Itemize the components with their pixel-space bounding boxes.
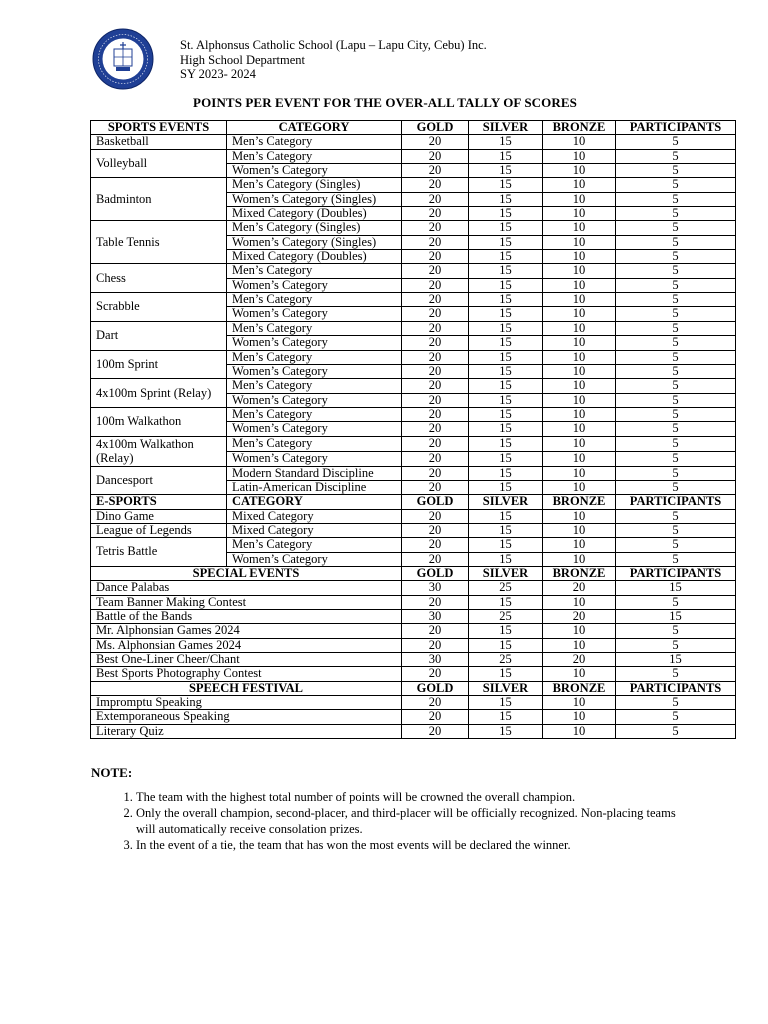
participants-points: 15: [616, 581, 736, 595]
sports-header-row: [91, 121, 736, 135]
column-header: GOLD: [402, 681, 469, 695]
category: Men’s Category: [227, 135, 402, 149]
event-name: Dino Game: [91, 509, 227, 523]
category: Women’s Category: [227, 164, 402, 178]
column-header: PARTICIPANTS: [616, 121, 736, 135]
participants-points: 5: [616, 638, 736, 652]
bronze-points: 20: [543, 581, 616, 595]
silver-points: 15: [469, 164, 543, 178]
table-row: [91, 135, 736, 149]
participants-points: 5: [616, 538, 736, 552]
column-header: CATEGORY: [227, 495, 402, 509]
participants-points: 5: [616, 221, 736, 235]
table-row: [91, 350, 736, 364]
participants-points: 5: [616, 135, 736, 149]
category: Men’s Category: [227, 407, 402, 421]
silver-points: 15: [469, 466, 543, 480]
bronze-points: 10: [543, 624, 616, 638]
column-header: SPORTS EVENTS: [91, 121, 227, 135]
table-row: [91, 538, 736, 552]
gold-points: 20: [402, 207, 469, 221]
participants-points: 5: [616, 523, 736, 537]
category: Women’s Category: [227, 278, 402, 292]
category: Latin-American Discipline: [227, 480, 402, 494]
gold-points: 20: [402, 393, 469, 407]
silver-points: 15: [469, 178, 543, 192]
gold-points: 20: [402, 710, 469, 724]
column-header: BRONZE: [543, 495, 616, 509]
gold-points: 20: [402, 192, 469, 206]
bronze-points: 10: [543, 379, 616, 393]
silver-points: 15: [469, 336, 543, 350]
category: Women’s Category: [227, 393, 402, 407]
table-row: [91, 509, 736, 523]
silver-points: 15: [469, 552, 543, 566]
category: Mixed Category: [227, 509, 402, 523]
silver-points: 15: [469, 278, 543, 292]
event-name: Ms. Alphonsian Games 2024: [91, 638, 402, 652]
event-name: Basketball: [91, 135, 227, 149]
participants-points: 5: [616, 724, 736, 738]
gold-points: 20: [402, 250, 469, 264]
gold-points: 20: [402, 480, 469, 494]
table-row: [91, 667, 736, 681]
column-header: PARTICIPANTS: [616, 495, 736, 509]
table-row: [91, 710, 736, 724]
column-header: BRONZE: [543, 681, 616, 695]
participants-points: 5: [616, 250, 736, 264]
silver-points: 15: [469, 523, 543, 537]
participants-points: 5: [616, 149, 736, 163]
column-header: SILVER: [469, 566, 543, 580]
bronze-points: 10: [543, 724, 616, 738]
gold-points: 20: [402, 624, 469, 638]
gold-points: 20: [402, 724, 469, 738]
gold-points: 20: [402, 436, 469, 451]
silver-points: 15: [469, 379, 543, 393]
esports-header-row: [91, 495, 736, 509]
participants-points: 5: [616, 207, 736, 221]
silver-points: 15: [469, 480, 543, 494]
participants-points: 5: [616, 264, 736, 278]
bronze-points: 10: [543, 278, 616, 292]
table-row: [91, 379, 736, 393]
event-name: Battle of the Bands: [91, 610, 402, 624]
event-name: Mr. Alphonsian Games 2024: [91, 624, 402, 638]
gold-points: 30: [402, 581, 469, 595]
gold-points: 20: [402, 307, 469, 321]
column-header: BRONZE: [543, 121, 616, 135]
event-name: Scrabble: [91, 293, 227, 322]
silver-points: 15: [469, 451, 543, 466]
table-row: [91, 264, 736, 278]
bronze-points: 10: [543, 221, 616, 235]
event-name: League of Legends: [91, 523, 227, 537]
bronze-points: 10: [543, 436, 616, 451]
bronze-points: 10: [543, 393, 616, 407]
event-name: 4x100m Sprint (Relay): [91, 379, 227, 408]
bronze-points: 10: [543, 135, 616, 149]
column-header: GOLD: [402, 121, 469, 135]
bronze-points: 10: [543, 164, 616, 178]
event-name: Impromptu Speaking: [91, 696, 402, 710]
participants-points: 5: [616, 364, 736, 378]
silver-points: 15: [469, 264, 543, 278]
bronze-points: 10: [543, 235, 616, 249]
participants-points: 5: [616, 293, 736, 307]
silver-points: 25: [469, 581, 543, 595]
silver-points: 15: [469, 667, 543, 681]
table-row: [91, 638, 736, 652]
participants-points: 5: [616, 307, 736, 321]
participants-points: 5: [616, 192, 736, 206]
category: Mixed Category: [227, 523, 402, 537]
bronze-points: 10: [543, 350, 616, 364]
gold-points: 20: [402, 595, 469, 609]
participants-points: 5: [616, 480, 736, 494]
event-name: Dancesport: [91, 466, 227, 495]
category: Mixed Category (Doubles): [227, 207, 402, 221]
note-label: NOTE:: [91, 765, 133, 780]
silver-points: 15: [469, 192, 543, 206]
document-title: POINTS PER EVENT FOR THE OVER-ALL TALLY OF SCORES: [193, 95, 577, 110]
table-row: [91, 624, 736, 638]
participants-points: 5: [616, 350, 736, 364]
column-header: SPEECH FESTIVAL: [91, 681, 402, 695]
bronze-points: 10: [543, 552, 616, 566]
participants-points: 5: [616, 466, 736, 480]
column-header: SILVER: [469, 495, 543, 509]
gold-points: 20: [402, 509, 469, 523]
gold-points: 20: [402, 523, 469, 537]
silver-points: 15: [469, 235, 543, 249]
gold-points: 20: [402, 293, 469, 307]
gold-points: 20: [402, 538, 469, 552]
category: Women’s Category: [227, 307, 402, 321]
bronze-points: 10: [543, 480, 616, 494]
category: Men’s Category: [227, 293, 402, 307]
gold-points: 20: [402, 264, 469, 278]
department: High School Department: [180, 52, 305, 67]
silver-points: 25: [469, 653, 543, 667]
event-name: Team Banner Making Contest: [91, 595, 402, 609]
category: Mixed Category (Doubles): [227, 250, 402, 264]
silver-points: 25: [469, 610, 543, 624]
category: Women’s Category (Singles): [227, 192, 402, 206]
silver-points: 15: [469, 221, 543, 235]
category: Men’s Category (Singles): [227, 178, 402, 192]
table-row: [91, 610, 736, 624]
bronze-points: 10: [543, 264, 616, 278]
bronze-points: 10: [543, 538, 616, 552]
gold-points: 30: [402, 653, 469, 667]
gold-points: 20: [402, 135, 469, 149]
participants-points: 5: [616, 710, 736, 724]
silver-points: 15: [469, 436, 543, 451]
points-table: [90, 120, 736, 739]
category: Women’s Category: [227, 552, 402, 566]
gold-points: 20: [402, 350, 469, 364]
event-name: Chess: [91, 264, 227, 293]
silver-points: 15: [469, 364, 543, 378]
table-row: [91, 407, 736, 421]
gold-points: 20: [402, 696, 469, 710]
silver-points: 15: [469, 149, 543, 163]
table-row: [91, 581, 736, 595]
participants-points: 5: [616, 235, 736, 249]
gold-points: 20: [402, 667, 469, 681]
participants-points: 5: [616, 178, 736, 192]
bronze-points: 10: [543, 192, 616, 206]
column-header: E-SPORTS: [91, 495, 227, 509]
event-name: 100m Walkathon: [91, 407, 227, 436]
participants-points: 5: [616, 422, 736, 436]
silver-points: 15: [469, 135, 543, 149]
bronze-points: 10: [543, 638, 616, 652]
bronze-points: 10: [543, 364, 616, 378]
silver-points: 15: [469, 710, 543, 724]
gold-points: 20: [402, 407, 469, 421]
silver-points: 15: [469, 724, 543, 738]
event-name: Literary Quiz: [91, 724, 402, 738]
table-row: [91, 221, 736, 235]
gold-points: 20: [402, 466, 469, 480]
school-year: SY 2023- 2024: [180, 67, 256, 81]
bronze-points: 10: [543, 509, 616, 523]
category: Men’s Category: [227, 436, 402, 451]
table-row: [91, 149, 736, 163]
category: Women’s Category: [227, 422, 402, 436]
silver-points: 15: [469, 509, 543, 523]
table-row: [91, 178, 736, 192]
event-name: 100m Sprint: [91, 350, 227, 379]
event-name: Volleyball: [91, 149, 227, 178]
category: Men’s Category: [227, 264, 402, 278]
bronze-points: 10: [543, 667, 616, 681]
bronze-points: 10: [543, 307, 616, 321]
event-name: Best One-Liner Cheer/Chant: [91, 653, 402, 667]
category: Modern Standard Discipline: [227, 466, 402, 480]
table-row: [91, 653, 736, 667]
gold-points: 20: [402, 278, 469, 292]
bronze-points: 20: [543, 610, 616, 624]
column-header: GOLD: [402, 566, 469, 580]
gold-points: 20: [402, 364, 469, 378]
silver-points: 15: [469, 422, 543, 436]
event-name: Badminton: [91, 178, 227, 221]
bronze-points: 10: [543, 321, 616, 335]
column-header: PARTICIPANTS: [616, 681, 736, 695]
column-header: CATEGORY: [227, 121, 402, 135]
column-header: BRONZE: [543, 566, 616, 580]
note-item: 1. The team with the highest total number of points will be crowned the overall champion.: [136, 789, 696, 805]
school-seal-logo: [92, 28, 154, 90]
bronze-points: 10: [543, 207, 616, 221]
bronze-points: 10: [543, 466, 616, 480]
participants-points: 5: [616, 164, 736, 178]
gold-points: 20: [402, 164, 469, 178]
participants-points: 5: [616, 393, 736, 407]
column-header: SILVER: [469, 121, 543, 135]
participants-points: 5: [616, 278, 736, 292]
bronze-points: 10: [543, 293, 616, 307]
category: Women’s Category (Singles): [227, 235, 402, 249]
table-row: [91, 523, 736, 537]
bronze-points: 10: [543, 149, 616, 163]
column-header: SILVER: [469, 681, 543, 695]
bronze-points: 10: [543, 250, 616, 264]
participants-points: 5: [616, 451, 736, 466]
table-row: [91, 696, 736, 710]
table-row: [91, 724, 736, 738]
category: Men’s Category (Singles): [227, 221, 402, 235]
silver-points: 15: [469, 538, 543, 552]
gold-points: 20: [402, 379, 469, 393]
category: Men’s Category: [227, 149, 402, 163]
event-name: Table Tennis: [91, 221, 227, 264]
silver-points: 15: [469, 207, 543, 221]
silver-points: 15: [469, 393, 543, 407]
silver-points: 15: [469, 307, 543, 321]
gold-points: 20: [402, 451, 469, 466]
category: Women’s Category: [227, 364, 402, 378]
silver-points: 15: [469, 350, 543, 364]
event-name: Tetris Battle: [91, 538, 227, 567]
notes-list: [113, 789, 696, 853]
participants-points: 5: [616, 379, 736, 393]
gold-points: 30: [402, 610, 469, 624]
column-header: PARTICIPANTS: [616, 566, 736, 580]
category: Women’s Category: [227, 336, 402, 350]
category: Men’s Category: [227, 321, 402, 335]
table-row: [91, 321, 736, 335]
participants-points: 15: [616, 610, 736, 624]
column-header: GOLD: [402, 495, 469, 509]
bronze-points: 10: [543, 523, 616, 537]
bronze-points: 10: [543, 710, 616, 724]
participants-points: 5: [616, 321, 736, 335]
participants-points: 5: [616, 667, 736, 681]
bronze-points: 10: [543, 178, 616, 192]
bronze-points: 10: [543, 422, 616, 436]
table-row: [91, 436, 736, 451]
participants-points: 5: [616, 407, 736, 421]
category: Men’s Category: [227, 350, 402, 364]
participants-points: 5: [616, 696, 736, 710]
speech-header-row: [91, 681, 736, 695]
event-name: Extemporaneous Speaking: [91, 710, 402, 724]
bronze-points: 10: [543, 407, 616, 421]
bronze-points: 10: [543, 696, 616, 710]
gold-points: 20: [402, 552, 469, 566]
participants-points: 5: [616, 436, 736, 451]
gold-points: 20: [402, 638, 469, 652]
bronze-points: 10: [543, 451, 616, 466]
silver-points: 15: [469, 624, 543, 638]
participants-points: 5: [616, 624, 736, 638]
participants-points: 5: [616, 336, 736, 350]
gold-points: 20: [402, 321, 469, 335]
bronze-points: 20: [543, 653, 616, 667]
gold-points: 20: [402, 422, 469, 436]
bronze-points: 10: [543, 336, 616, 350]
gold-points: 20: [402, 235, 469, 249]
silver-points: 15: [469, 638, 543, 652]
silver-points: 15: [469, 293, 543, 307]
category: Men’s Category: [227, 379, 402, 393]
gold-points: 20: [402, 149, 469, 163]
participants-points: 5: [616, 509, 736, 523]
silver-points: 15: [469, 250, 543, 264]
table-row: [91, 595, 736, 609]
gold-points: 20: [402, 336, 469, 350]
note-item: 2. Only the overall champion, second-placer, and third-placer will be officially recognized. Non-placing teams will automatically receive consolation prizes.: [136, 805, 696, 837]
event-name: Dance Palabas: [91, 581, 402, 595]
note-item: 3. In the event of a tie, the team that has won the most events will be declared the winner.: [136, 837, 696, 853]
gold-points: 20: [402, 221, 469, 235]
table-row: [91, 293, 736, 307]
event-name: Best Sports Photography Contest: [91, 667, 402, 681]
category: Women’s Category: [227, 451, 402, 466]
participants-points: 5: [616, 552, 736, 566]
school-header: [180, 38, 487, 82]
school-name: St. Alphonsus Catholic School (Lapu – Lapu City, Cebu) Inc.: [180, 38, 487, 52]
participants-points: 5: [616, 595, 736, 609]
category: Men’s Category: [227, 538, 402, 552]
silver-points: 15: [469, 595, 543, 609]
special-header-row: [91, 566, 736, 580]
column-header: SPECIAL EVENTS: [91, 566, 402, 580]
event-name: Dart: [91, 321, 227, 350]
silver-points: 15: [469, 407, 543, 421]
event-name: 4x100m Walkathon (Relay): [91, 436, 227, 466]
table-row: [91, 466, 736, 480]
silver-points: 15: [469, 321, 543, 335]
silver-points: 15: [469, 696, 543, 710]
participants-points: 15: [616, 653, 736, 667]
bronze-points: 10: [543, 595, 616, 609]
gold-points: 20: [402, 178, 469, 192]
